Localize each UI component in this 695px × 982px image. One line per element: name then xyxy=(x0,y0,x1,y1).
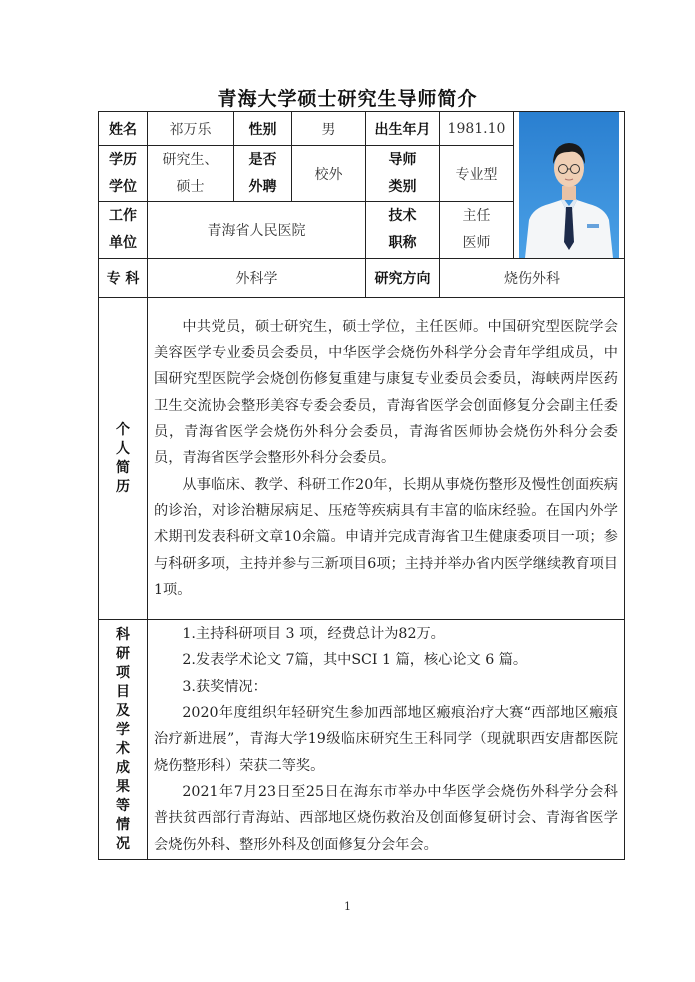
bio-paragraph-1: 中共党员，硕士研究生，硕士学位，主任医师。中国研究型医院学会美容医学专业委员会委员，中华医学会烧伤外科学分会青年学组成员，中国研究型医院学会烧创伤修复重建与康复专业委员会委员，海峡两岸医药卫生交流协会整形美容专委会委员，青海省医学会创面修复分会副主任委员，青海省医学会烧伤外科分会委员，青海省医师协会烧伤外科分会委员，青海省医学会整形外科分会委员。 xyxy=(154,318,618,467)
photo-cell xyxy=(514,112,625,259)
research-paragraph-2: 2021年7月23日至25日在海东市举办中华医学会烧伤外科学分会科普扶贫西部行青海站、西部地区烧伤救治及创面修复研讨会、青海省医学会烧伤外科、整形外科及创面修复分会年会。 xyxy=(154,783,618,853)
portrait-illustration xyxy=(519,112,619,258)
bio-content xyxy=(148,298,625,620)
work-unit-value: 青海省人民医院 xyxy=(148,202,366,259)
research-label: 科研项目及学术成果等情况 xyxy=(116,626,130,852)
portrait-photo xyxy=(519,112,619,258)
external-value: 校外 xyxy=(292,146,366,202)
bio-label-cell xyxy=(99,298,148,620)
specialty-label: 专 科 xyxy=(99,259,148,298)
research-content xyxy=(148,620,625,860)
mentor-type-label: 导师 类别 xyxy=(366,146,440,202)
birth-value: 1981.10 xyxy=(440,112,514,146)
tech-title-value: 主任 医师 xyxy=(440,202,514,259)
page-title: 青海大学硕士研究生导师简介 xyxy=(217,88,478,110)
name-label: 姓名 xyxy=(99,112,148,146)
research-item-2: 2.发表学术论文 7篇，其中SCI 1 篇，核心论文 6 篇。 xyxy=(182,652,528,669)
research-item-3: 3.获奖情况： xyxy=(182,678,267,695)
specialty-value: 外科学 xyxy=(148,259,366,298)
external-label: 是否 外聘 xyxy=(234,146,292,202)
research-direction-label: 研究方向 xyxy=(366,259,440,298)
work-unit-label: 工作 单位 xyxy=(99,202,148,259)
birth-label: 出生年月 xyxy=(366,112,440,146)
tech-title-label: 技术 职称 xyxy=(366,202,440,259)
mentor-type-value: 专业型 xyxy=(440,146,514,202)
education-value: 研究生、 硕士 xyxy=(148,146,234,202)
research-item-1: 1.主持科研项目 3 项，经费总计为82万。 xyxy=(182,626,445,643)
bio-paragraph-2: 从事临床、教学、科研工作20年，长期从事烧伤整形及慢性创面疾病的诊治，对诊治糖尿病足、压疮等疾病具有丰富的临床经验。在国内外学术期刊发表科研文章10余篇。申请并完成青海省卫生健康委项目一项；参与科研多项，主持并参与三新项目6项；主持并举办省内医学继续教育项目1项。 xyxy=(154,476,618,598)
research-label-cell xyxy=(99,620,148,860)
page-number: 1 xyxy=(344,900,351,913)
education-label: 学历 学位 xyxy=(99,146,148,202)
bio-label: 个人简历 xyxy=(116,421,130,495)
research-direction-value: 烧伤外科 xyxy=(440,259,625,298)
name-value: 祁万乐 xyxy=(148,112,234,146)
gender-label: 性别 xyxy=(234,112,292,146)
research-paragraph-1: 2020年度组织年轻研究生参加西部地区瘢痕治疗大赛“西部地区瘢痕治疗新进展”，青海大学19级临床研究生王科同学（现就职西安唐都医院烧伤整形科）荣获二等奖。 xyxy=(154,705,618,774)
gender-value: 男 xyxy=(292,112,366,146)
profile-table xyxy=(98,111,625,860)
